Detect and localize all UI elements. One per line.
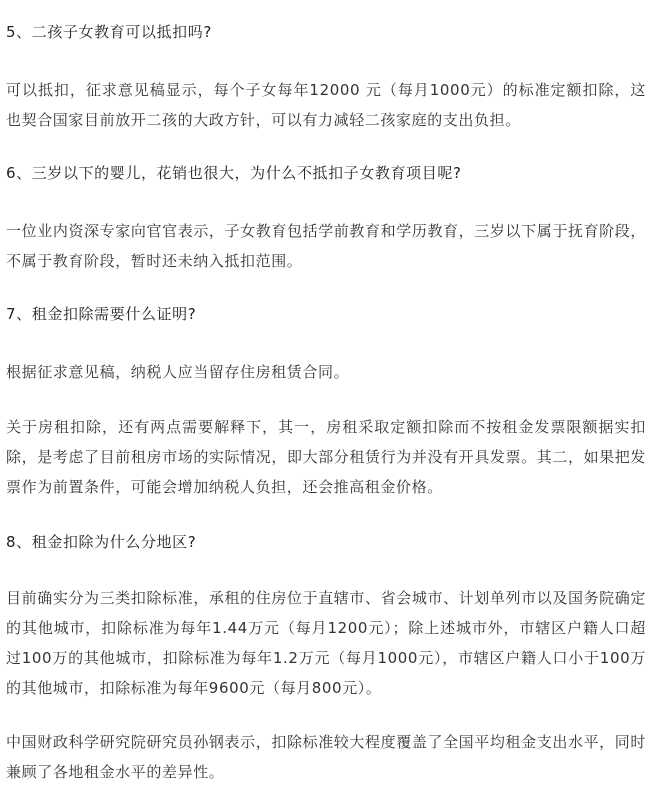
section-paragraph-5-1: 可以抵扣，征求意见稿显示，每个子女每年12000 元（每月1000元）的标准定额扣除，这也契合国家目前放开二孩的大政方针，可以有力减轻二孩家庭的支出负担。 [6, 81, 646, 129]
section-paragraph-8-2: 中国财政科学研究院研究员孙钢表示，扣除标准较大程度覆盖了全国平均租金支出水平，同时兼顾了各地租金水平的差异性。 [6, 733, 646, 781]
section-heading-5: 5、二孩子女教育可以抵扣吗? [6, 23, 212, 41]
section-paragraph-6-1: 一位业内资深专家向官官表示，子女教育包括学前教育和学历教育，三岁以下属于抚育阶段，不属于教育阶段，暂时还未纳入抵扣范围。 [6, 222, 646, 270]
section-paragraph-7-1: 根据征求意见稿，纳税人应当留存住房租赁合同。 [6, 363, 350, 381]
section-heading-6: 6、三岁以下的婴儿，花销也很大，为什么不抵扣子女教育项目呢? [6, 164, 462, 182]
section-heading-8: 8、租金扣除为什么分地区? [6, 533, 197, 551]
section-heading-7: 7、租金扣除需要什么证明? [6, 305, 197, 323]
section-paragraph-7-2: 关于房租扣除，还有两点需要解释下，其一，房租采取定额扣除而不按租金发票限额据实扣除，是考虑了目前租房市场的实际情况，即大部分租赁行为并没有开具发票。其二，如果把发票作为前置条件，可能会增加纳税人负担，还会推高租金价格。 [6, 418, 646, 496]
section-paragraph-8-1: 目前确实分为三类扣除标准，承租的住房位于直辖市、省会城市、计划单列市以及国务院确定的其他城市，扣除标准为每年1.44万元（每月1200元）；除上述城市外，市辖区户籍人口超过100万的其他城市，扣除标准为每年1.2万元（每月1000元），市辖区户籍人口小于100万的其他城市，扣除标准为每年9600元（每月800元）。 [6, 589, 646, 697]
